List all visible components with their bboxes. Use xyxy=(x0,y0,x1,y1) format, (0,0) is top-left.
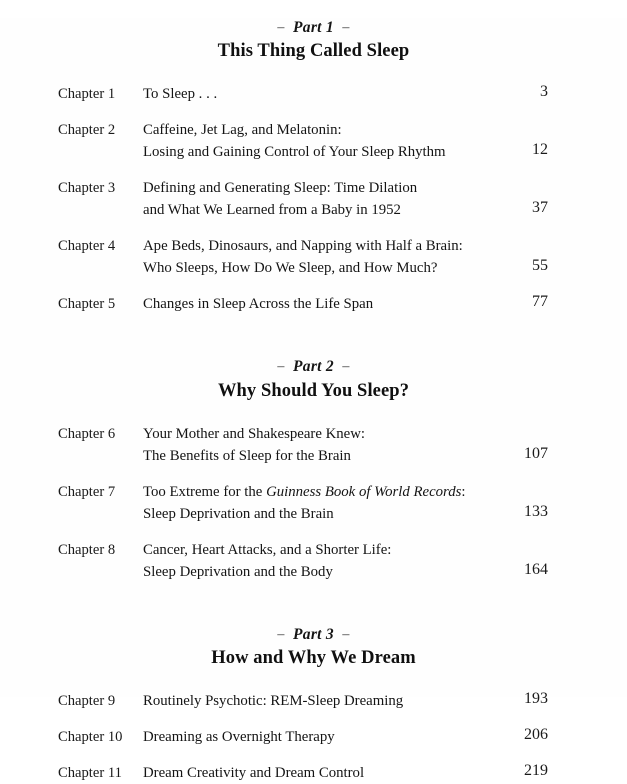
part-heading-2 xyxy=(0,357,627,402)
title-segment: Routinely Psychotic: REM-Sleep Dreaming xyxy=(143,693,404,710)
chapter-title xyxy=(143,481,627,525)
chapter-body xyxy=(143,423,627,467)
title-segment: The Benefits of Sleep for the Brain xyxy=(143,447,351,464)
page-number: 55 xyxy=(532,257,548,275)
toc-entry[interactable] xyxy=(0,83,627,105)
page-number: 193 xyxy=(524,690,548,708)
chapter-label: Chapter 11 xyxy=(58,765,122,782)
chapter-label: Chapter 4 xyxy=(58,238,116,255)
chapter-label: Chapter 3 xyxy=(58,180,116,197)
page-number: 37 xyxy=(532,199,548,217)
part-label xyxy=(0,357,627,376)
chapter-title-line xyxy=(143,690,627,712)
chapter-title xyxy=(143,762,627,784)
chapter-title-line xyxy=(143,539,627,561)
chapter-label: Chapter 8 xyxy=(58,541,116,558)
chapter-title xyxy=(143,293,627,315)
chapter-title-line xyxy=(143,423,627,445)
chapter-body xyxy=(143,762,627,784)
toc-page xyxy=(0,18,627,782)
chapter-label: Chapter 5 xyxy=(58,296,116,313)
chapter-title xyxy=(143,690,627,712)
part-dash-right: – xyxy=(342,20,350,35)
chapter-body xyxy=(143,293,627,315)
title-segment: Sleep Deprivation and the Brain xyxy=(143,505,334,522)
toc-entry[interactable] xyxy=(0,690,627,712)
toc-entry[interactable] xyxy=(0,481,627,525)
title-segment: Dream Creativity and Dream Control xyxy=(143,765,365,782)
chapter-title xyxy=(143,726,627,748)
toc-entry[interactable] xyxy=(0,539,627,583)
chapter-title-line xyxy=(143,726,627,748)
chapter-body xyxy=(143,83,627,105)
part-number-text: Part 3 xyxy=(293,625,334,643)
toc-entry[interactable] xyxy=(0,423,627,467)
part-heading-1 xyxy=(0,18,627,63)
chapter-title-line xyxy=(143,481,627,503)
title-segment: To Sleep . . . xyxy=(143,86,218,103)
toc-entry[interactable] xyxy=(0,762,627,784)
part-heading-3 xyxy=(0,625,627,670)
part-dash-left: – xyxy=(277,359,285,375)
chapter-title-line xyxy=(143,119,627,141)
title-segment: Your Mother and Shakespeare Knew: xyxy=(143,425,366,442)
title-segment: Sleep Deprivation and the Body xyxy=(143,563,333,580)
chapter-title xyxy=(143,119,627,163)
toc-entry[interactable] xyxy=(0,235,627,279)
title-segment: Caffeine, Jet Lag, and Melatonin: xyxy=(143,122,342,139)
title-segment: Losing and Gaining Control of Your Sleep Rhythm xyxy=(143,144,446,161)
chapter-title xyxy=(143,423,627,467)
page-number: 3 xyxy=(540,83,548,101)
part-dash-right: – xyxy=(342,626,350,642)
chapter-body xyxy=(143,539,627,583)
title-segment: Cancer, Heart Attacks, and a Shorter Life: xyxy=(143,541,392,558)
chapter-label: Chapter 1 xyxy=(58,86,116,103)
title-italic-segment: Guinness Book of World Records xyxy=(266,483,462,500)
page-number: 206 xyxy=(524,726,548,744)
chapter-title-line xyxy=(143,199,627,221)
chapter-title-line xyxy=(143,762,627,784)
chapter-body xyxy=(143,235,627,279)
toc-entry[interactable] xyxy=(0,726,627,748)
part-label xyxy=(0,625,627,644)
part-number-text: Part 1 xyxy=(293,19,334,36)
chapter-title xyxy=(143,83,627,105)
part-title: This Thing Called Sleep xyxy=(217,41,410,62)
page-number: 107 xyxy=(524,444,548,462)
page-number: 164 xyxy=(524,560,548,578)
chapter-title-line xyxy=(143,503,627,525)
chapter-title-line xyxy=(143,293,627,315)
part-label xyxy=(0,18,627,37)
title-segment: Defining and Generating Sleep: Time Dilation xyxy=(143,180,418,197)
part-dash-left: – xyxy=(277,626,285,642)
title-segment: and What We Learned from a Baby in 1952 xyxy=(143,202,401,219)
part-dash-left: – xyxy=(277,20,285,35)
chapter-title xyxy=(143,539,627,583)
table-of-contents xyxy=(0,18,627,784)
chapter-title xyxy=(143,235,627,279)
chapter-label: Chapter 2 xyxy=(58,122,116,139)
chapter-title-line xyxy=(143,561,627,583)
chapter-title xyxy=(143,177,627,221)
part-title: How and Why We Dream xyxy=(211,648,416,669)
part-dash-right: – xyxy=(342,359,350,375)
page-number: 133 xyxy=(524,502,548,520)
chapter-label: Chapter 10 xyxy=(58,729,123,746)
chapter-body xyxy=(143,726,627,748)
toc-entry[interactable] xyxy=(0,177,627,221)
chapter-body xyxy=(143,119,627,163)
chapter-body xyxy=(143,177,627,221)
title-segment: Changes in Sleep Across the Life Span xyxy=(143,296,374,313)
part-number-text: Part 2 xyxy=(293,358,334,376)
chapter-label: Chapter 6 xyxy=(58,425,116,442)
chapter-title-line xyxy=(143,257,627,279)
chapter-title-line xyxy=(143,83,627,105)
chapter-title-line xyxy=(143,445,627,467)
chapter-title-line xyxy=(143,235,627,257)
page-number: 219 xyxy=(524,762,548,780)
chapter-label: Chapter 9 xyxy=(58,693,116,710)
title-segment: Who Sleeps, How Do We Sleep, and How Much? xyxy=(143,260,438,277)
toc-entry[interactable] xyxy=(0,119,627,163)
title-segment: : xyxy=(461,483,466,500)
title-segment: Ape Beds, Dinosaurs, and Napping with Half a Brain: xyxy=(143,238,463,255)
title-segment: Dreaming as Overnight Therapy xyxy=(143,729,335,746)
chapter-body xyxy=(143,690,627,712)
chapter-body xyxy=(143,481,627,525)
chapter-title-line xyxy=(143,177,627,199)
page-number: 77 xyxy=(532,293,548,311)
part-title: Why Should You Sleep? xyxy=(217,380,410,401)
chapter-label: Chapter 7 xyxy=(58,483,116,500)
page-number: 12 xyxy=(532,141,548,159)
title-segment: Too Extreme for the xyxy=(143,483,267,500)
chapter-title-line xyxy=(143,141,627,163)
toc-entry[interactable] xyxy=(0,293,627,315)
